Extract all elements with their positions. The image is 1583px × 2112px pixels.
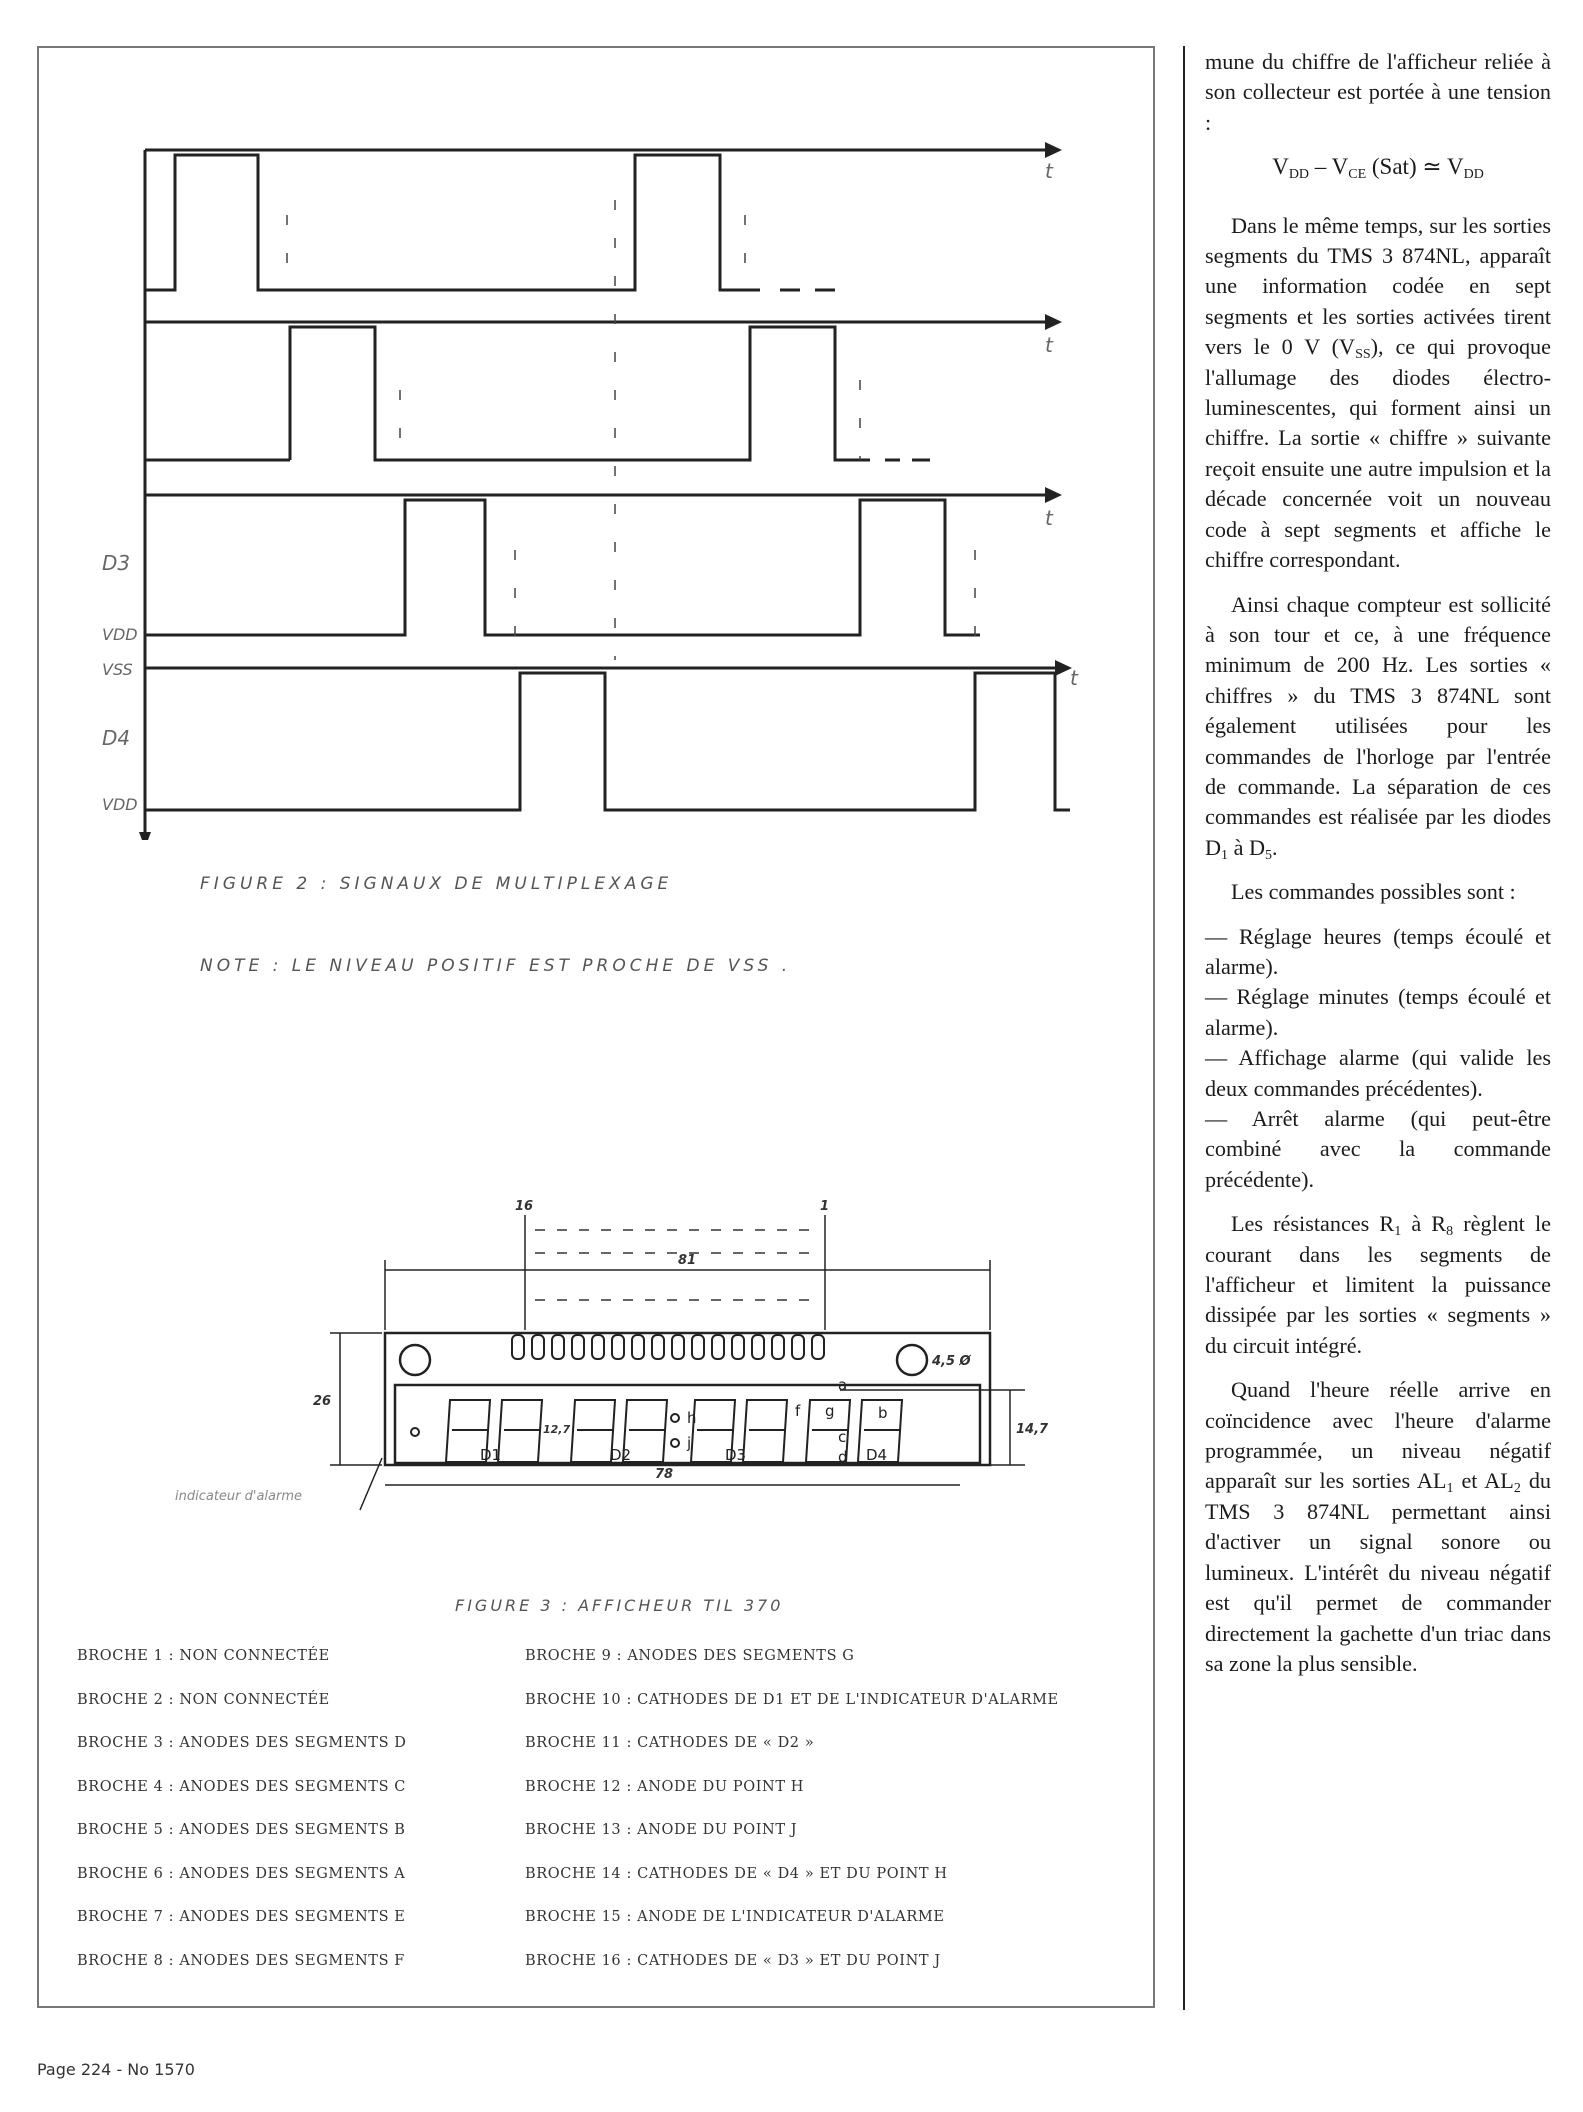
pin-item: BROCHE 2 : NON CONNECTÉE	[77, 1691, 330, 1708]
pin-item: BROCHE 12 : ANODE DU POINT H	[525, 1778, 805, 1795]
time-label-1: t	[1045, 159, 1053, 183]
equation: $V_{DD} - V_{CE}$ (Sat) ≃ $V_{DD}$	[1272, 154, 1484, 183]
dim-78: 78	[655, 1467, 674, 1482]
pin-1-label: 1	[820, 1199, 830, 1214]
paragraph: Quand l'heure réelle arrive en coïncidence avec l'heure d'alarme programmée, un niveau négatif apparaît sur les sorties $AL_1$ et $AL_2$ du TMS 3 874NL permettant ainsi d'activer un signal sonore ou lumineux. L'intérêt du niveau négatif est qu'il permet de commander directement la gachette d'un triac dans sa zone la plus sensible.	[1205, 1377, 1552, 1676]
waveform-d4	[145, 673, 1070, 810]
segment-a-label: a	[838, 1376, 848, 1394]
pin-item: BROCHE 16 : CATHODES DE « D3 » ET DU POINT J	[525, 1952, 941, 1969]
paragraph: Ainsi chaque compteur est sollicité à son tour et ce, à une fréquence minimum de 200 Hz. Les sorties « chiffres » du TMS 3 874NL sont également utilisées pour les commandes de l'horloge par l'entrée de commande. La séparation de ces commandes est réalisée par les diodes $D_1$ à $D_5$.	[1205, 591, 1551, 863]
pin-list-right	[525, 1648, 1059, 1996]
waveform-d3	[145, 500, 980, 635]
time-label-3: t	[1045, 506, 1053, 530]
paragraph: mune du chiffre de l'afficheur reliée à son collecteur est portée à une tension :	[1205, 49, 1551, 135]
pin-list-left	[77, 1648, 407, 1996]
pin-item: BROCHE 15 : ANODE DE L'INDICATEUR D'ALARME	[525, 1909, 945, 1925]
dim-26: 26	[313, 1394, 332, 1409]
pin-item: BROCHE 10 : CATHODES DE D1 ET DE L'INDICATEUR D'ALARME	[525, 1691, 1059, 1708]
segment-c-label: c	[838, 1428, 847, 1446]
figure2-caption: FIGURE 2 : SIGNAUX DE MULTIPLEXAGE	[200, 874, 673, 894]
pin-item: BROCHE 6 : ANODES DES SEGMENTS A	[77, 1865, 406, 1882]
segment-f-label: f	[795, 1402, 801, 1420]
time-label-2: t	[1045, 333, 1053, 357]
list-item: — Arrêt alarme (qui peut-être combiné avec la commande précédente).	[1205, 1106, 1551, 1192]
pin-16-label: 16	[515, 1199, 534, 1214]
segment-b-label: b	[878, 1404, 888, 1422]
paragraph: Dans le même temps, sur les sorties segments du TMS 3 874NL, apparaît une information codée en sept segments et les sorties activées tirent vers le 0 V $(V_{SS})$, ce qui provoque l'allumage des diodes électro-luminescentes, qui forment ainsi un chiffre. La sortie « chiffre » suivante reçoit ensuite une autre impulsion et la décade concernée voit un nouveau code à sept segments et affiche le chiffre correspondant.	[1205, 212, 1551, 573]
label-vss-4: VSS	[102, 660, 133, 679]
waveform-d2	[145, 320, 870, 460]
digit-label-d3: D3	[725, 1446, 747, 1464]
waveform-d1	[145, 155, 760, 290]
dim-14-7: 14,7	[1016, 1422, 1049, 1437]
segment-g-label: g	[825, 1402, 835, 1420]
pins	[512, 1335, 824, 1359]
label-d3: D3	[102, 551, 131, 575]
pin-item: BROCHE 9 : ANODES DES SEGMENTS G	[525, 1648, 855, 1664]
page-footer: Page 224 - No 1570	[37, 2060, 195, 2079]
list-item: — Affichage alarme (qui valide les deux commandes précédentes).	[1205, 1045, 1551, 1101]
label-d4: D4	[102, 726, 131, 750]
pin-item: BROCHE 13 : ANODE DU POINT J	[525, 1822, 798, 1838]
dim-81: 81	[678, 1253, 697, 1268]
point-h-label: h	[687, 1409, 697, 1427]
pin-item: BROCHE 7 : ANODES DES SEGMENTS E	[77, 1909, 406, 1925]
pin-item: BROCHE 8 : ANODES DES SEGMENTS F	[77, 1952, 405, 1969]
multiplexing-waveforms	[80, 120, 1120, 840]
paragraph: Les résistances $R_1$ à $R_8$ règlent le courant dans les segments de l'afficheur et limitent la puissance dissipée par les sorties « segments » du circuit intégré.	[1205, 1211, 1551, 1358]
time-label-4: t	[1070, 666, 1078, 690]
figure2-note: NOTE : LE NIVEAU POSITIF EST PROCHE DE VSS .	[200, 956, 792, 976]
pin-item: BROCHE 5 : ANODES DES SEGMENTS B	[77, 1822, 406, 1838]
pin-item: BROCHE 11 : CATHODES DE « D2 »	[525, 1735, 815, 1751]
pin-item: BROCHE 3 : ANODES DES SEGMENTS D	[77, 1735, 407, 1751]
pin-item: BROCHE 14 : CATHODES DE « D4 » ET DU POINT H	[525, 1865, 948, 1882]
segment-d-label: d	[838, 1448, 848, 1466]
list-item: — Réglage heures (temps écoulé et alarme).	[1205, 923, 1551, 979]
point-j-label: j	[687, 1434, 692, 1452]
digit-label-d4: D4	[866, 1446, 888, 1464]
indicator-label: indicateur d'alarme	[175, 1489, 303, 1504]
list-item: — Réglage minutes (temps écoulé et alarme).	[1205, 984, 1551, 1040]
dim-12-7: 12,7	[543, 1423, 571, 1436]
paragraph: Les commandes possibles sont :	[1231, 879, 1516, 905]
figure3-caption: FIGURE 3 : AFFICHEUR TIL 370	[455, 1596, 784, 1615]
display-drawing	[150, 1180, 1100, 1600]
pin-item: BROCHE 1 : NON CONNECTÉE	[77, 1648, 330, 1664]
dim-4-5: 4,5 Ø	[932, 1354, 971, 1369]
column-divider	[1183, 46, 1185, 2010]
article-text-column	[1205, 47, 1551, 1693]
label-vdd-4: VDD	[102, 795, 138, 814]
pin-item: BROCHE 4 : ANODES DES SEGMENTS C	[77, 1778, 407, 1795]
digit-label-d2: D2	[610, 1446, 632, 1464]
label-vdd-3: VDD	[102, 625, 138, 644]
digit-label-d1: D1	[480, 1446, 502, 1464]
